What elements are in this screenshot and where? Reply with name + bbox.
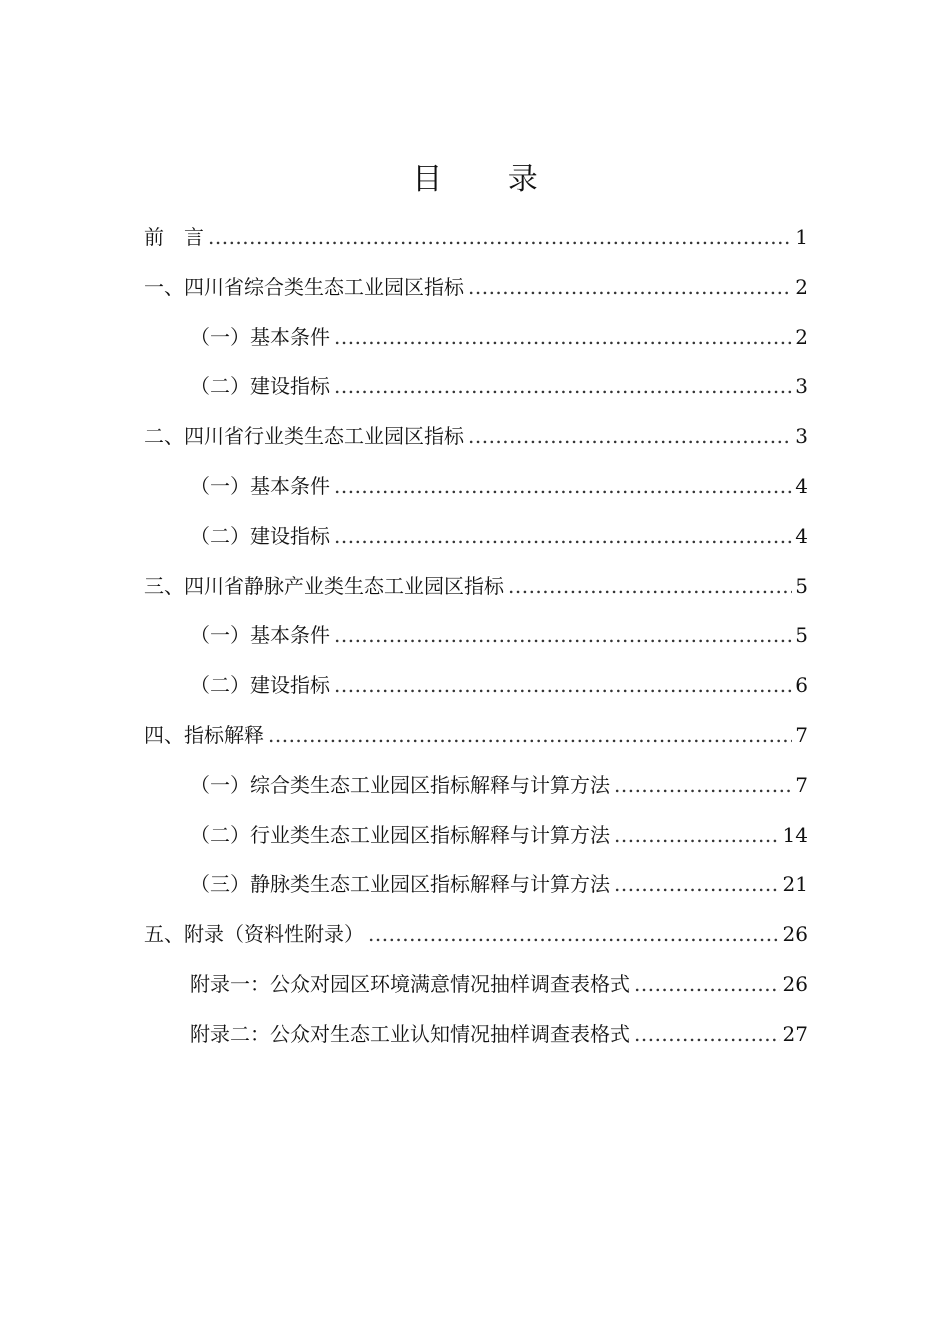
toc-entry[interactable] [144,362,808,412]
toc-dot-leader [508,562,792,612]
toc-dot-leader [614,860,780,910]
toc-entry-page-number: 21 [782,872,808,897]
toc-entry-label: （一）基本条件 [190,473,330,498]
toc-entry-label: 四、指标解释 [144,722,264,747]
toc-entry-label: （二）建设指标 [190,523,330,548]
toc-dot-leader [368,910,780,960]
toc-entry-page-number: 3 [795,424,808,449]
toc-entry[interactable] [144,611,808,661]
toc-entry[interactable] [144,562,808,612]
toc-entry-page-number: 5 [795,623,808,648]
toc-entry-label: 三、四川省静脉产业类生态工业园区指标 [144,573,504,598]
toc-entry-page-number: 26 [782,971,808,996]
toc-entry[interactable] [144,512,808,562]
toc-entry-label: 前 言 [144,225,204,249]
toc-entry-page-number: 3 [795,374,808,399]
toc-entry-label: （三）静脉类生态工业园区指标解释与计算方法 [190,872,610,897]
toc-title: 目 录 [412,162,566,197]
toc-entry-label: 五、附录（资料性附录） [144,922,364,947]
toc-entry-page-number: 1 [795,225,808,249]
toc-entry-label: （一）基本条件 [190,324,330,349]
toc-entry[interactable] [144,711,808,761]
toc-entry-page-number: 5 [795,573,808,598]
toc-entry-label: （二）行业类生态工业园区指标解释与计算方法 [190,822,610,847]
toc-entry-label: 一、四川省综合类生态工业园区指标 [144,274,464,299]
toc-entry-label: （二）建设指标 [190,673,330,698]
toc-entry[interactable] [144,960,808,1010]
toc-entry-label: （一）基本条件 [190,623,330,648]
toc-dot-leader [614,811,780,861]
toc-entry-page-number: 6 [795,673,808,698]
toc-dot-leader [334,462,792,512]
toc-entry[interactable] [144,213,808,263]
toc-entry-label: 附录一：公众对园区环境满意情况抽样调查表格式 [190,971,630,996]
toc-dot-leader [334,661,792,711]
toc-entry[interactable] [144,910,808,960]
toc-dot-leader [634,1010,780,1060]
toc-dot-leader [468,412,792,462]
toc-entry-page-number: 4 [795,523,808,548]
toc-entry-page-number: 2 [795,324,808,349]
toc-dot-leader [634,960,780,1010]
toc-entry[interactable] [144,811,808,861]
toc-entry-label: （一）综合类生态工业园区指标解释与计算方法 [190,772,610,797]
toc-dot-leader [268,711,792,761]
toc-entry-page-number: 4 [795,473,808,498]
toc-entry-page-number: 7 [795,772,808,797]
toc-entry[interactable] [144,313,808,363]
toc-entry-page-number: 26 [782,922,808,947]
toc-entry[interactable] [144,263,808,313]
toc-dot-leader [468,263,792,313]
toc-entry-page-number: 2 [795,274,808,299]
toc-dot-leader [614,761,792,811]
toc-dot-leader [334,512,792,562]
toc-dot-leader [334,362,792,412]
toc-dot-leader [334,313,792,363]
toc-entry[interactable] [144,661,808,711]
toc-entry-label: 附录二：公众对生态工业认知情况抽样调查表格式 [190,1021,630,1046]
toc-entry[interactable] [144,1010,808,1060]
toc-entry[interactable] [144,761,808,811]
toc-list [144,213,808,1060]
toc-entry-page-number: 27 [782,1021,808,1046]
toc-dot-leader [334,611,792,661]
toc-entry-label: （二）建设指标 [190,374,330,399]
toc-entry-page-number: 7 [795,722,808,747]
toc-dot-leader [208,213,792,263]
toc-entry-label: 二、四川省行业类生态工业园区指标 [144,424,464,449]
toc-entry-page-number: 14 [782,822,808,847]
toc-entry[interactable] [144,412,808,462]
toc-entry[interactable] [144,860,808,910]
toc-entry[interactable] [144,462,808,512]
